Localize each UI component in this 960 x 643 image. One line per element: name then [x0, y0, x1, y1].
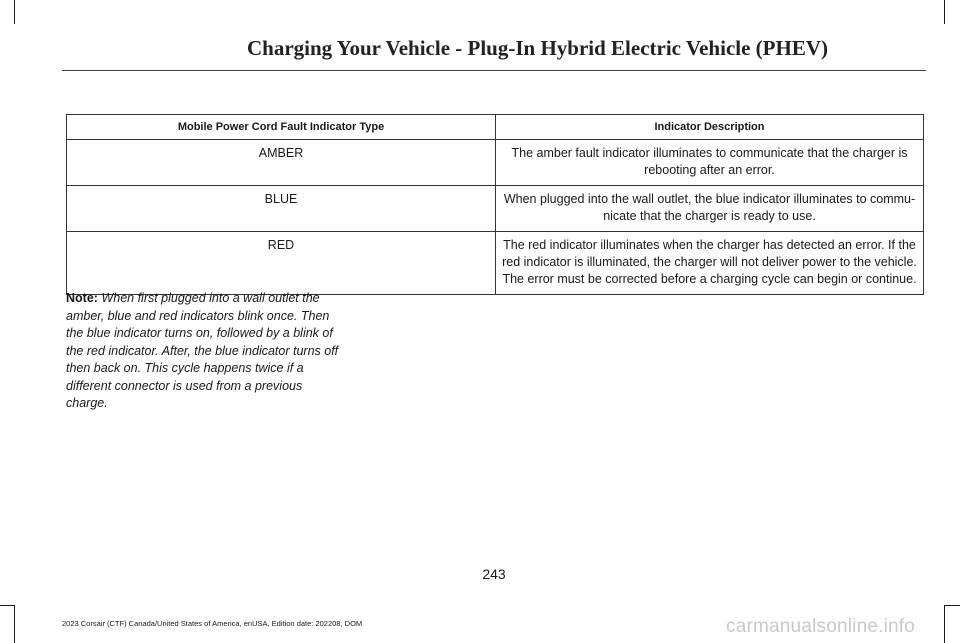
- indicator-type-cell: AMBER: [67, 140, 496, 186]
- crop-mark-top-left-v: [14, 0, 15, 24]
- note-text: When first plugged into a wall outlet the amber, blue and red indicators blink once. Then the blue indicator turns on, followed by a blink of the red indicator. After, the blue indicator turns off then back on. This cycle happens twice if a different connector is used from a previous charge.: [66, 291, 339, 410]
- indicator-type-cell: RED: [67, 232, 496, 295]
- watermark: carmanualsonline.info: [726, 616, 916, 637]
- indicator-description-cell: The red indicator illuminates when the charger has detected an error. If the red indicator is illuminated, the charger will not deliver power to the vehicle. The error must be corrected before a charging cycle can begin or continue.: [496, 232, 924, 295]
- indicator-type-cell: BLUE: [67, 186, 496, 232]
- table-row: [67, 140, 924, 186]
- column-header-description: Indicator Description: [496, 115, 924, 140]
- table-header-row: [67, 115, 924, 140]
- crop-mark-top-right-v: [944, 0, 945, 24]
- table-row: [67, 232, 924, 295]
- crop-mark-bottom-left-v: [14, 605, 15, 643]
- note-paragraph: [66, 290, 342, 413]
- table-row: [67, 186, 924, 232]
- indicator-description-cell: The amber fault indicator illuminates to communicate that the charger is rebooting after an error.: [496, 140, 924, 186]
- note-label: Note:: [66, 291, 98, 305]
- edition-footer: 2023 Corsair (CTF) Canada/United States of America, enUSA, Edition date: 202208, DOM: [62, 619, 363, 628]
- crop-mark-bottom-right-h: [944, 605, 960, 606]
- page-number: 243: [482, 566, 506, 582]
- crop-mark-bottom-right-v: [944, 605, 945, 643]
- indicator-table: [66, 114, 924, 295]
- crop-mark-bottom-left-h: [0, 605, 14, 606]
- page-title: Charging Your Vehicle - Plug-In Hybrid Electric Vehicle (PHEV): [247, 36, 828, 60]
- column-header-type: Mobile Power Cord Fault Indicator Type: [67, 115, 496, 140]
- indicator-description-cell: When plugged into the wall outlet, the blue indicator illuminates to commu-nicate that the charger is ready to use.: [496, 186, 924, 232]
- header-rule: [62, 70, 926, 71]
